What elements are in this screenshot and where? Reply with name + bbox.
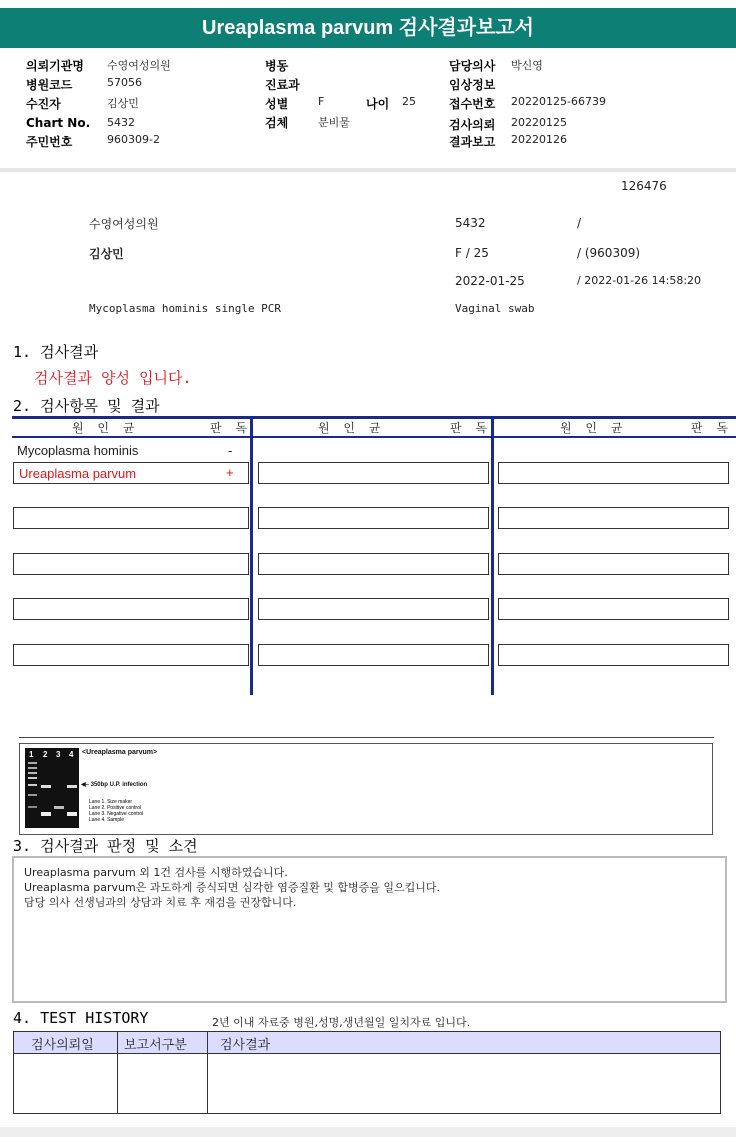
table-cell <box>258 598 489 620</box>
header-value: 25 <box>402 95 416 108</box>
table-cell <box>13 598 249 620</box>
gel-band <box>41 812 51 816</box>
gel-band <box>41 785 51 788</box>
header-label: 성별 <box>265 97 289 111</box>
table-row-judgement: + <box>226 465 234 480</box>
history-col-report-type: 보고서구분 <box>124 1038 187 1053</box>
header-divider <box>0 168 736 172</box>
header-label: 병동 <box>265 59 289 73</box>
gel-arrow-label <box>81 781 147 788</box>
col-header-pathogen: 원 인 균 <box>560 421 628 435</box>
header-label: 의뢰기관명 <box>26 59 84 73</box>
section1-heading: 1. 검사결과 <box>13 343 99 361</box>
lane-number: 2 <box>43 750 48 759</box>
header-label: 나이 <box>366 97 390 111</box>
table-divider-2 <box>491 416 494 695</box>
header-value: 20220125-66739 <box>511 95 606 108</box>
gel-top-rule <box>19 737 714 738</box>
table-cell <box>498 644 729 666</box>
header-value: F <box>318 95 325 108</box>
table-header-rule <box>12 436 736 438</box>
gel-band <box>28 762 37 764</box>
report-id: 126476 <box>621 179 667 193</box>
col-header-judgement: 판 독 <box>691 421 733 435</box>
gel-band <box>28 777 37 779</box>
header-label: 병원코드 <box>26 78 73 92</box>
table-cell <box>13 507 249 529</box>
lane-number: 3 <box>56 750 61 759</box>
table-cell <box>498 553 729 575</box>
header-label: 접수번호 <box>449 97 496 111</box>
summary-slash: / <box>577 216 582 230</box>
header-label: 검체 <box>265 116 289 130</box>
comment-line: 담당 의사 선생님과의 상담과 치료 후 재검을 권장합니다. <box>24 896 297 909</box>
gel-image <box>25 748 79 828</box>
header-label: 담당의사 <box>449 59 496 73</box>
gel-band <box>54 806 64 809</box>
section2-heading: 2. 검사항목 및 결과 <box>13 397 160 415</box>
header-label: 결과보고 <box>449 135 496 149</box>
history-col-request-date: 검사의뢰일 <box>31 1038 94 1053</box>
table-row-pathogen: Mycoplasma hominis <box>17 443 139 458</box>
summary-received: 2022-01-25 <box>455 274 525 288</box>
summary-sex-age: F / 25 <box>455 246 489 260</box>
lane-number: 1 <box>29 750 34 759</box>
header-label: Chart No. <box>26 116 91 130</box>
table-divider-1 <box>250 416 253 695</box>
gel-band <box>67 812 77 816</box>
gel-arrow-text: 350bp U.P. infection <box>90 782 148 788</box>
table-cell <box>498 507 729 529</box>
header-value: 20220126 <box>511 133 567 146</box>
header-label: 임상정보 <box>449 78 496 92</box>
header-value: 수영여성의원 <box>107 59 171 72</box>
header-label: 검사의뢰 <box>449 118 496 132</box>
summary-specimen: Vaginal swab <box>455 302 535 315</box>
table-cell <box>498 462 729 484</box>
history-header-row <box>14 1032 720 1054</box>
table-cell <box>498 598 729 620</box>
summary-birth: / (960309) <box>577 246 641 260</box>
section3-heading: 3. 검사결과 판정 및 소견 <box>13 837 198 855</box>
col-header-judgement: 판 독 <box>210 421 252 435</box>
gel-band <box>28 794 37 796</box>
table-row-pathogen: Ureaplasma parvum <box>19 466 137 481</box>
gel-legend-item: Lane 2. Positive control <box>89 805 141 811</box>
history-table <box>13 1031 721 1114</box>
summary-chart: 5432 <box>455 216 486 230</box>
history-col-divider <box>117 1032 118 1113</box>
page-footer-strip <box>0 1127 736 1137</box>
summary-reported: / 2022-01-26 14:58:20 <box>577 274 702 287</box>
table-cell <box>13 553 249 575</box>
col-header-pathogen: 원 인 균 <box>318 421 386 435</box>
table-cell <box>258 462 489 484</box>
header-value: 박신영 <box>511 59 543 72</box>
table-cell <box>258 644 489 666</box>
gel-legend-item: Lane 4. Sample <box>89 817 125 823</box>
comment-box <box>12 856 727 1003</box>
col-header-pathogen: 원 인 균 <box>72 421 140 435</box>
gel-band <box>67 785 77 788</box>
table-cell <box>258 553 489 575</box>
history-col-divider <box>207 1032 208 1113</box>
patient-info-header <box>0 50 736 168</box>
arrow-left-icon: ◀– <box>81 782 89 788</box>
gel-legend-item: Lane 3. Negative control <box>89 811 144 817</box>
header-label: 진료과 <box>265 78 300 92</box>
comment-line: Ureaplasma parvum 외 1건 검사를 시행하였습니다. <box>24 866 288 879</box>
header-value: 분비물 <box>318 116 350 129</box>
summary-clinic: 수영여성의원 <box>89 217 159 231</box>
gel-legend-item: Lane 1. Size maker <box>89 799 133 805</box>
gel-band <box>28 772 37 774</box>
summary-name: 김상민 <box>89 247 124 261</box>
history-col-result: 검사결과 <box>220 1038 271 1053</box>
col-header-judgement: 판 독 <box>450 421 492 435</box>
table-cell <box>13 462 249 484</box>
gel-band <box>28 767 37 769</box>
header-label: 수진자 <box>26 97 61 111</box>
header-label: 주민번호 <box>26 135 73 149</box>
lane-number: 4 <box>69 750 74 759</box>
header-value: 57056 <box>107 76 142 89</box>
section1-result: 검사결과 양성 입니다. <box>34 369 192 387</box>
summary-test-name: Mycoplasma hominis single PCR <box>89 302 282 315</box>
table-row-judgement: - <box>228 443 233 458</box>
gel-band <box>28 784 37 786</box>
history-note: 2년 이내 자료중 병원,성명,생년월일 일치자료 입니다. <box>212 1016 471 1029</box>
gel-title: <Ureaplasma parvum> <box>82 749 158 756</box>
table-cell <box>258 507 489 529</box>
comment-line: Ureaplasma parvum은 과도하게 증식되면 심각한 염증질환 및 합병증을 일으킵니다. <box>24 881 440 894</box>
header-value: 960309-2 <box>107 133 160 146</box>
report-title: Ureaplasma parvum 검사결과보고서 <box>0 8 736 48</box>
header-value: 5432 <box>107 116 135 129</box>
gel-band <box>28 806 37 808</box>
header-value: 20220125 <box>511 116 567 129</box>
header-value: 김상민 <box>107 97 139 110</box>
table-cell <box>13 644 249 666</box>
section4-heading: 4. TEST HISTORY <box>13 1009 149 1027</box>
